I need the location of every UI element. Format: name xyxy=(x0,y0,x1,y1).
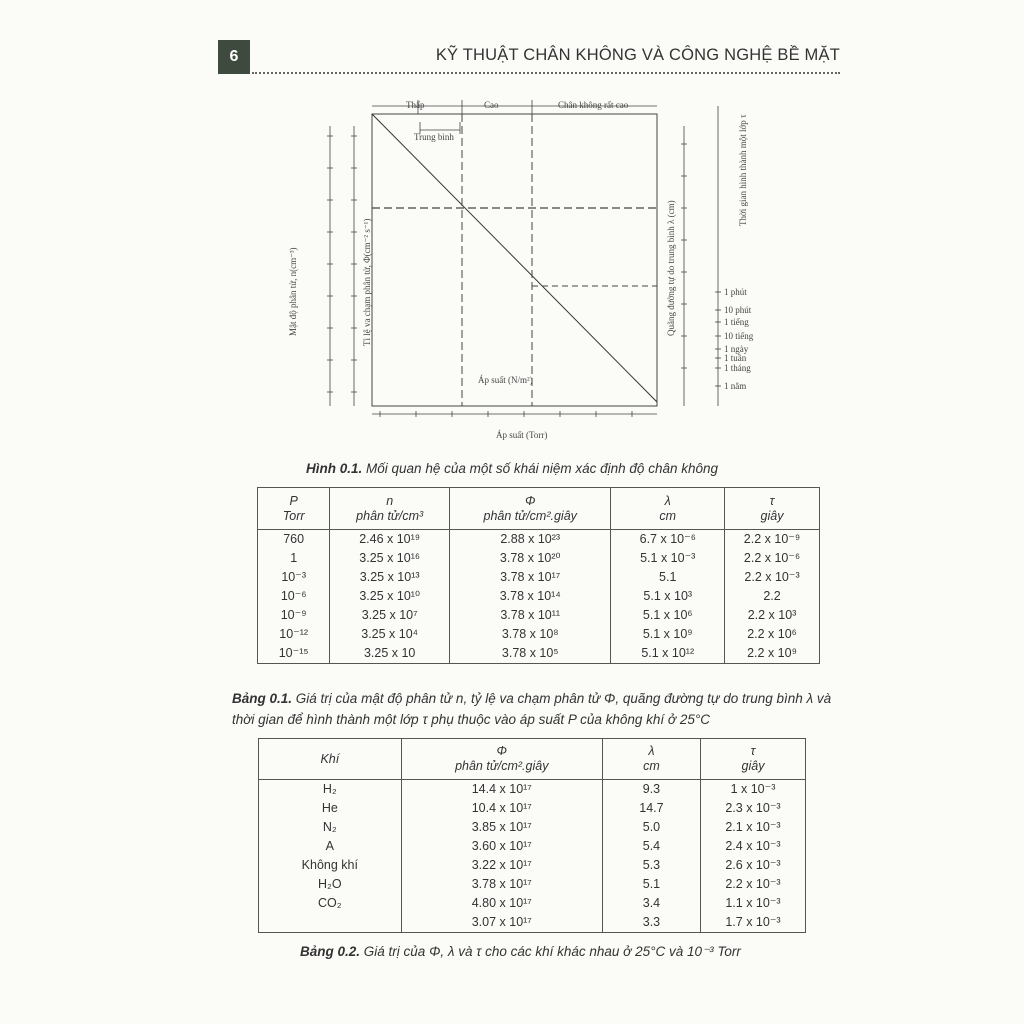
page-number: 6 xyxy=(218,40,250,74)
table2-caption xyxy=(300,944,741,960)
table-header: Φ phân tử/cm².giây xyxy=(401,739,602,780)
table-header: λ cm xyxy=(611,488,725,530)
range-medium-label: Trung bình xyxy=(414,132,454,142)
time-tick-label: 1 phút xyxy=(724,287,747,297)
time-tick-label: 1 tiếng xyxy=(724,317,749,327)
page-header xyxy=(218,40,840,74)
table2-caption-label: Bảng 0.2. xyxy=(300,944,361,959)
header-rule xyxy=(252,72,840,74)
table-gas-values xyxy=(258,738,806,933)
table-row: 1 3.25 x 10¹⁶ 3.78 x 10²⁰ 5.1 x 10⁻³ 2.2 x 10⁻⁶ xyxy=(258,549,820,568)
table-row: He 10.4 x 10¹⁷ 14.7 2.3 x 10⁻³ xyxy=(259,799,806,818)
table-header: τ giây xyxy=(725,488,820,530)
time-tick-label: 1 tuần xyxy=(724,353,747,363)
running-title: KỸ THUẬT CHÂN KHÔNG VÀ CÔNG NGHỆ BỀ MẶT xyxy=(435,46,840,64)
density-axis-label: Mật độ phân tử, n(cm⁻³) xyxy=(288,247,298,336)
table-row: 10⁻⁹ 3.25 x 10⁷ 3.78 x 10¹¹ 5.1 x 10⁶ 2.2 x 10³ xyxy=(258,606,820,625)
table-row: 10⁻⁶ 3.25 x 10¹⁰ 3.78 x 10¹⁴ 5.1 x 10³ 2.2 xyxy=(258,587,820,606)
table1-caption-label: Bảng 0.1. xyxy=(232,691,293,706)
table-row: 10⁻¹⁵ 3.25 x 10 3.78 x 10⁵ 5.1 x 10¹² 2.2 x 10⁹ xyxy=(258,644,820,664)
figure-caption-text: Mối quan hệ của một số khái niệm xác định độ chân không xyxy=(366,461,719,476)
figure-caption-label: Hình 0.1. xyxy=(306,461,363,476)
flux-axis-label: Tỉ lệ va chạm phân tử, Φ(cm⁻² s⁻¹) xyxy=(362,218,372,346)
time-tick-label: 10 phút xyxy=(724,305,752,315)
table-row: A 3.60 x 10¹⁷ 5.4 2.4 x 10⁻³ xyxy=(259,837,806,856)
table1-caption-text: Giá trị của mật độ phân tử n, tỷ lệ va chạm phân tử Φ, quãng đường tự do trung bình λ và thời gian để hình thành một lớp τ phụ thuộc vào áp suất P của không khí ở 25°C xyxy=(232,691,832,727)
table-row: N₂ 3.85 x 10¹⁷ 5.0 2.1 x 10⁻³ xyxy=(259,818,806,837)
mfp-axis-label: Quãng đường tự do trung bình λ (cm) xyxy=(666,200,676,336)
table2-caption-text: Giá trị của Φ, λ và τ cho các khí khác nhau ở 25°C và 10⁻³ Torr xyxy=(363,944,741,959)
relation-line xyxy=(372,114,657,402)
range-low-label: Thấp xyxy=(406,100,425,110)
table-header: n phân tử/cm³ xyxy=(330,488,450,530)
table-row: Không khí 3.22 x 10¹⁷ 5.3 2.6 x 10⁻³ xyxy=(259,856,806,875)
table-row: 760 2.46 x 10¹⁹ 2.88 x 10²³ 6.7 x 10⁻⁶ 2.2 x 10⁻⁹ xyxy=(258,530,820,550)
time-tick-label: 1 tháng xyxy=(724,363,751,373)
table-pressure-values xyxy=(257,487,820,664)
table-header: τ giây xyxy=(700,739,805,780)
table-header: λ cm xyxy=(602,739,700,780)
figure-caption xyxy=(306,461,718,476)
diagram-svg xyxy=(288,96,760,446)
time-tick-label: 1 năm xyxy=(724,381,747,391)
time-tick-label: 10 tiếng xyxy=(724,331,754,341)
torr-axis-label: Áp suất (Torr) xyxy=(496,430,548,440)
pa-axis-label: Áp suất (N/m²) xyxy=(478,375,533,385)
table-header: Khí xyxy=(259,739,402,780)
table-header: P Torr xyxy=(258,488,330,530)
table-row: 10⁻³ 3.25 x 10¹³ 3.78 x 10¹⁷ 5.1 2.2 x 10⁻³ xyxy=(258,568,820,587)
range-ultra-high-label: Chân không rất cao xyxy=(558,100,629,110)
table-header: Φ phân tử/cm².giây xyxy=(450,488,611,530)
table-row: 3.07 x 10¹⁷ 3.3 1.7 x 10⁻³ xyxy=(259,913,806,933)
table-row: H₂O 3.78 x 10¹⁷ 5.1 2.2 x 10⁻³ xyxy=(259,875,806,894)
table-row: CO₂ 4.80 x 10¹⁷ 3.4 1.1 x 10⁻³ xyxy=(259,894,806,913)
table1-caption xyxy=(232,688,852,730)
time-axis-label: Thời gian hình thành một lớp τ xyxy=(738,114,748,226)
table-row: 10⁻¹² 3.25 x 10⁴ 3.78 x 10⁸ 5.1 x 10⁹ 2.2 x 10⁶ xyxy=(258,625,820,644)
table-row: H₂ 14.4 x 10¹⁷ 9.3 1 x 10⁻³ xyxy=(259,780,806,800)
time-tick-label: 1 ngày xyxy=(724,344,749,354)
range-high-label: Cao xyxy=(484,100,499,110)
vacuum-relation-diagram xyxy=(288,96,760,446)
